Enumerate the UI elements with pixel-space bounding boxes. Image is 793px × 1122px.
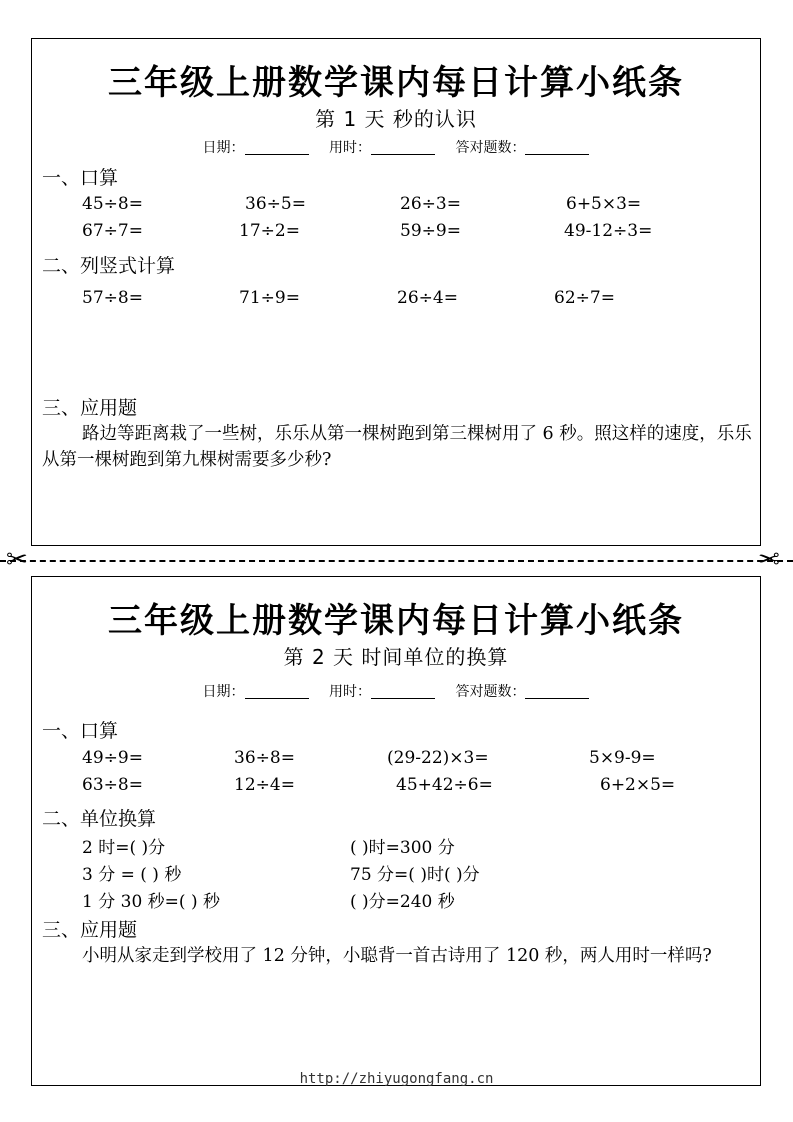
lesson-subtitle: 第 1 天 秒的认识 <box>315 107 477 131</box>
section-heading-word: 三、应用题 <box>42 397 138 419</box>
section-heading-vertical: 二、列竖式计算 <box>42 255 176 277</box>
meta-row <box>32 681 760 701</box>
unit-problem: 2 时=( )分 <box>82 838 166 858</box>
section-heading-mental: 一、口算 <box>42 720 119 742</box>
problem: 12÷4= <box>234 775 295 795</box>
date-blank[interactable] <box>245 684 309 699</box>
problem: 59÷9= <box>400 221 461 241</box>
time-blank[interactable] <box>371 140 435 155</box>
problem: 5×9-9= <box>589 748 656 768</box>
cut-line <box>0 560 793 562</box>
correct-count-label: 答对题数： <box>455 684 526 700</box>
worksheet-title: 三年级上册数学课内每日计算小纸条 <box>108 601 684 641</box>
correct-count-blank[interactable] <box>525 140 589 155</box>
problem: 45÷8= <box>82 194 143 214</box>
problem: 62÷7= <box>554 288 615 308</box>
unit-problem: 1 分 30 秒=( ) 秒 <box>82 892 220 912</box>
worksheet-card-day-1 <box>31 38 761 546</box>
worksheet-title: 三年级上册数学课内每日计算小纸条 <box>108 63 684 103</box>
problem: 36÷5= <box>245 194 306 214</box>
problem: 49÷9= <box>82 748 143 768</box>
correct-count-label: 答对题数： <box>455 140 526 156</box>
problem: 6+5×3= <box>566 194 642 214</box>
problem: 6+2×5= <box>600 775 676 795</box>
word-problem: 路边等距离栽了一些树，乐乐从第一棵树跑到第三棵树用了 6 秒。照这样的速度，乐乐从第一棵树跑到第九棵树需要多少秒? <box>42 424 752 470</box>
scissors-icon: ✂ <box>758 545 780 575</box>
meta-row <box>32 137 760 157</box>
time-blank[interactable] <box>371 684 435 699</box>
date-label: 日期： <box>202 684 245 700</box>
problem: 67÷7= <box>82 221 143 241</box>
unit-problem: ( )时=300 分 <box>350 838 455 858</box>
problem: 49-12÷3= <box>564 221 653 241</box>
section-heading-units: 二、单位换算 <box>42 808 157 830</box>
source-url[interactable]: http://zhiyugongfang.cn <box>299 1071 494 1087</box>
date-label: 日期： <box>202 140 245 156</box>
date-blank[interactable] <box>245 140 309 155</box>
problem: 57÷8= <box>82 288 143 308</box>
worksheet-card-day-2 <box>31 576 761 1086</box>
lesson-subtitle: 第 2 天 时间单位的换算 <box>283 645 509 669</box>
problem: 26÷3= <box>400 194 461 214</box>
problem: 63÷8= <box>82 775 143 795</box>
correct-count-blank[interactable] <box>525 684 589 699</box>
word-problem: 小明从家走到学校用了 12 分钟，小聪背一首古诗用了 120 秒，两人用时一样吗? <box>82 946 712 966</box>
unit-problem: 3 分 = ( ) 秒 <box>82 865 182 885</box>
problem: 71÷9= <box>239 288 300 308</box>
scissors-icon: ✂ <box>6 545 28 575</box>
time-label: 用时： <box>329 684 371 700</box>
problem: 45+42÷6= <box>396 775 493 795</box>
problem: 36÷8= <box>234 748 295 768</box>
problem: 26÷4= <box>397 288 458 308</box>
section-heading-mental: 一、口算 <box>42 167 119 189</box>
section-heading-word: 三、应用题 <box>42 919 138 941</box>
time-label: 用时： <box>329 140 371 156</box>
problem: (29-22)×3= <box>387 748 489 768</box>
unit-problem: 75 分=( )时( )分 <box>350 865 480 885</box>
unit-problem: ( )分=240 秒 <box>350 892 455 912</box>
problem: 17÷2= <box>239 221 300 241</box>
